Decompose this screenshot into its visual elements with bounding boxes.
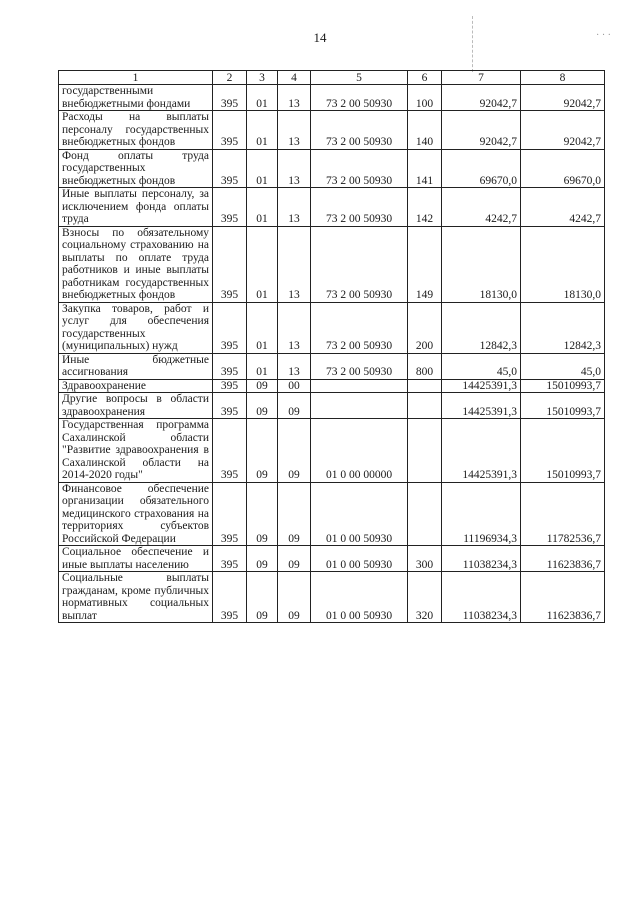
header-cell-3: 3 <box>247 71 278 85</box>
table-row <box>59 149 605 188</box>
row-amount-2: 15010993,7 <box>521 393 605 419</box>
row-amount-1: 14425391,3 <box>442 379 521 393</box>
row-amount-2: 15010993,7 <box>521 419 605 483</box>
row-target-article <box>311 379 408 393</box>
header-cell-4: 4 <box>278 71 311 85</box>
row-amount-2: 11782536,7 <box>521 482 605 546</box>
row-code: 395 <box>213 111 247 150</box>
row-subsection: 13 <box>278 302 311 353</box>
row-expense-type: 149 <box>408 226 442 302</box>
row-amount-1: 14425391,3 <box>442 393 521 419</box>
header-cell-6: 6 <box>408 71 442 85</box>
row-expense-type: 800 <box>408 353 442 379</box>
header-cell-2: 2 <box>213 71 247 85</box>
row-section: 09 <box>247 419 278 483</box>
row-amount-1: 14425391,3 <box>442 419 521 483</box>
row-name: Социальные выплаты гражданам, кроме публичных нормативных социальных выплат <box>59 572 213 623</box>
header-cell-8: 8 <box>521 71 605 85</box>
table-row <box>59 546 605 572</box>
row-target-article: 01 0 00 00000 <box>311 419 408 483</box>
row-expense-type: 100 <box>408 85 442 111</box>
row-subsection: 09 <box>278 393 311 419</box>
table-row <box>59 85 605 111</box>
row-code: 395 <box>213 353 247 379</box>
row-section: 01 <box>247 188 278 227</box>
row-section: 09 <box>247 379 278 393</box>
row-subsection: 09 <box>278 572 311 623</box>
row-target-article: 01 0 00 50930 <box>311 572 408 623</box>
row-amount-2: 92042,7 <box>521 111 605 150</box>
row-amount-2: 11623836,7 <box>521 572 605 623</box>
row-target-article: 01 0 00 50930 <box>311 482 408 546</box>
budget-table <box>58 70 605 623</box>
row-code: 395 <box>213 379 247 393</box>
table-row <box>59 111 605 150</box>
row-amount-1: 69670,0 <box>442 149 521 188</box>
row-section: 01 <box>247 149 278 188</box>
row-amount-1: 12842,3 <box>442 302 521 353</box>
row-code: 395 <box>213 419 247 483</box>
row-amount-2: 15010993,7 <box>521 379 605 393</box>
row-target-article: 73 2 00 50930 <box>311 226 408 302</box>
row-name: Финансовое обеспечение организации обязательного медицинского страхования на территориях субъектов Российской Федерации <box>59 482 213 546</box>
row-target-article: 73 2 00 50930 <box>311 85 408 111</box>
header-cell-7: 7 <box>442 71 521 85</box>
row-name: Иные бюджетные ассигнования <box>59 353 213 379</box>
row-amount-2: 92042,7 <box>521 85 605 111</box>
row-name: Иные выплаты персоналу, за исключением фонда оплаты труда <box>59 188 213 227</box>
row-section: 01 <box>247 302 278 353</box>
row-amount-1: 11038234,3 <box>442 572 521 623</box>
row-target-article: 73 2 00 50930 <box>311 149 408 188</box>
row-amount-1: 92042,7 <box>442 111 521 150</box>
row-name: Здравоохранение <box>59 379 213 393</box>
table-row <box>59 419 605 483</box>
row-subsection: 13 <box>278 188 311 227</box>
row-expense-type <box>408 379 442 393</box>
row-section: 09 <box>247 546 278 572</box>
table-row <box>59 353 605 379</box>
row-subsection: 13 <box>278 85 311 111</box>
row-name: Расходы на выплаты персоналу государственных внебюджетных фондов <box>59 111 213 150</box>
scan-mark: · · · <box>596 30 611 41</box>
row-code: 395 <box>213 226 247 302</box>
row-amount-1: 45,0 <box>442 353 521 379</box>
row-amount-1: 4242,7 <box>442 188 521 227</box>
row-code: 395 <box>213 482 247 546</box>
row-name: Фонд оплаты труда государственных внебюджетных фондов <box>59 149 213 188</box>
row-expense-type <box>408 482 442 546</box>
table-row <box>59 302 605 353</box>
table-row <box>59 226 605 302</box>
row-code: 395 <box>213 85 247 111</box>
row-name: Государственная программа Сахалинской области "Развитие здравоохранения в Сахалинской области на 2014-2020 годы" <box>59 419 213 483</box>
row-target-article: 73 2 00 50930 <box>311 302 408 353</box>
row-subsection: 13 <box>278 111 311 150</box>
row-expense-type: 300 <box>408 546 442 572</box>
row-amount-2: 69670,0 <box>521 149 605 188</box>
row-subsection: 00 <box>278 379 311 393</box>
row-code: 395 <box>213 302 247 353</box>
row-section: 09 <box>247 393 278 419</box>
row-section: 01 <box>247 353 278 379</box>
row-code: 395 <box>213 546 247 572</box>
row-expense-type: 320 <box>408 572 442 623</box>
row-expense-type: 200 <box>408 302 442 353</box>
header-cell-1: 1 <box>59 71 213 85</box>
row-target-article: 01 0 00 50930 <box>311 546 408 572</box>
row-name: Взносы по обязательному социальному страхованию на выплаты по оплате труда работников и иные выплаты работникам государственных внебюджетных фондов <box>59 226 213 302</box>
row-code: 395 <box>213 572 247 623</box>
row-target-article <box>311 393 408 419</box>
row-name: Закупка товаров, работ и услуг для обеспечения государственных (муниципальных) нужд <box>59 302 213 353</box>
header-row <box>59 71 605 85</box>
row-expense-type <box>408 419 442 483</box>
table-row <box>59 572 605 623</box>
row-target-article: 73 2 00 50930 <box>311 353 408 379</box>
row-expense-type: 140 <box>408 111 442 150</box>
row-target-article: 73 2 00 50930 <box>311 111 408 150</box>
row-code: 395 <box>213 149 247 188</box>
row-code: 395 <box>213 393 247 419</box>
row-target-article: 73 2 00 50930 <box>311 188 408 227</box>
row-name: государственными внебюджетными фондами <box>59 85 213 111</box>
table-row <box>59 188 605 227</box>
row-section: 09 <box>247 482 278 546</box>
row-subsection: 09 <box>278 482 311 546</box>
scan-artifact-line <box>472 16 473 72</box>
row-section: 01 <box>247 111 278 150</box>
row-subsection: 13 <box>278 149 311 188</box>
row-amount-1: 11038234,3 <box>442 546 521 572</box>
row-expense-type <box>408 393 442 419</box>
table-row <box>59 482 605 546</box>
row-expense-type: 142 <box>408 188 442 227</box>
row-amount-2: 12842,3 <box>521 302 605 353</box>
header-cell-5: 5 <box>311 71 408 85</box>
row-subsection: 09 <box>278 419 311 483</box>
row-code: 395 <box>213 188 247 227</box>
row-section: 09 <box>247 572 278 623</box>
row-subsection: 13 <box>278 353 311 379</box>
table-body <box>59 71 605 623</box>
row-subsection: 13 <box>278 226 311 302</box>
row-expense-type: 141 <box>408 149 442 188</box>
row-amount-1: 92042,7 <box>442 85 521 111</box>
row-section: 01 <box>247 226 278 302</box>
row-subsection: 09 <box>278 546 311 572</box>
row-name: Другие вопросы в области здравоохранения <box>59 393 213 419</box>
row-amount-2: 11623836,7 <box>521 546 605 572</box>
page-number: 14 <box>313 30 327 45</box>
row-name: Социальное обеспечение и иные выплаты населению <box>59 546 213 572</box>
row-amount-2: 4242,7 <box>521 188 605 227</box>
row-amount-2: 45,0 <box>521 353 605 379</box>
row-section: 01 <box>247 85 278 111</box>
row-amount-1: 11196934,3 <box>442 482 521 546</box>
table-row <box>59 393 605 419</box>
row-amount-2: 18130,0 <box>521 226 605 302</box>
row-amount-1: 18130,0 <box>442 226 521 302</box>
table-row <box>59 379 605 393</box>
